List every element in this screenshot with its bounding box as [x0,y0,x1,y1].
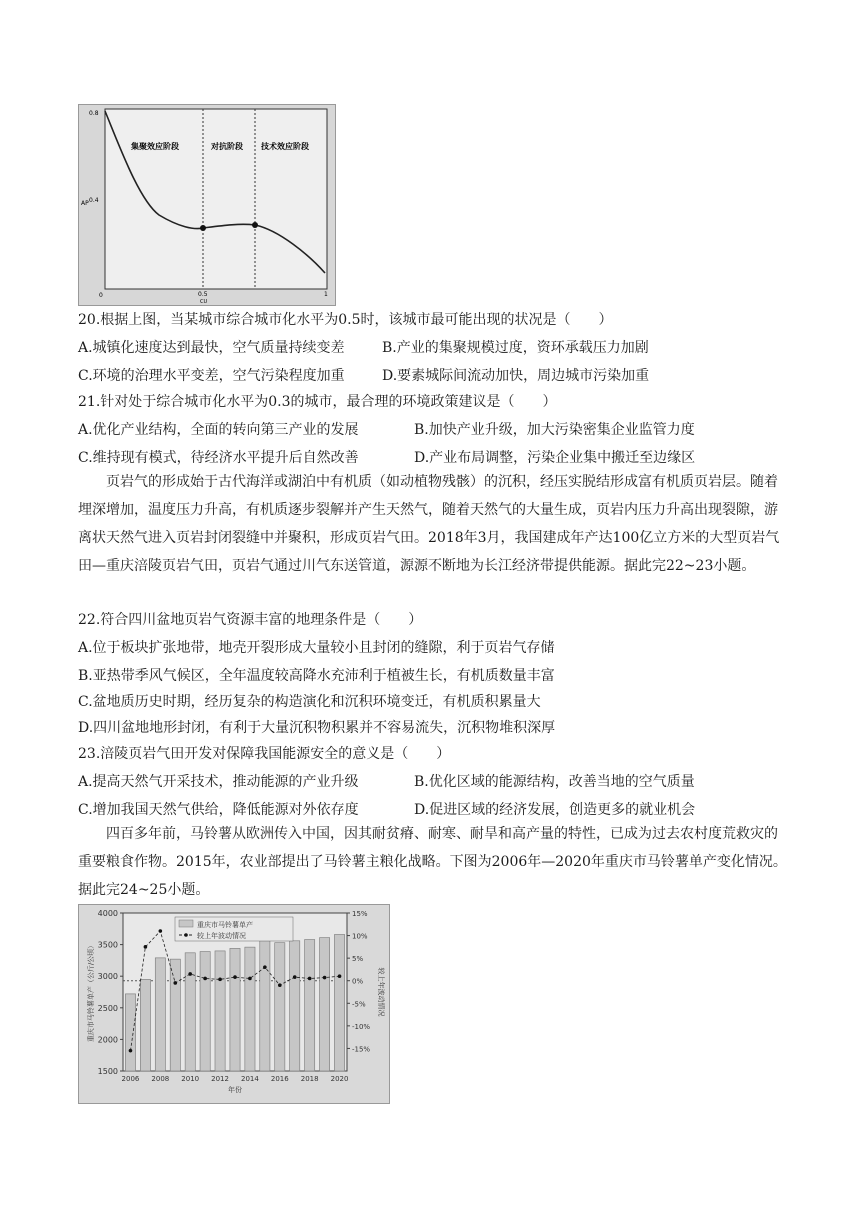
legend-line-label: 较上年波动情况 [197,932,246,940]
yield-bar [155,958,165,1071]
shale-gas-passage: 页岩气的形成始于古代海洋或湖泊中有机质（如动植物残骸）的沉积，经压实脱结形成富有机质页岩层。随着埋深增加，温度压力升高，有机质逐步裂解并产生天然气，随着天然气的大量生成，页岩内压力升高出现裂隙，游离状天然气进入页岩封闭裂缝中并聚积，形成页岩气田。2018年3月，我国建成年产达100亿立方米的大型页岩气田—重庆涪陵页岩气田，页岩气通过川气东送管道，源源不断地为长江经济带提供能源。据此完22~23小题。 [78,474,780,574]
y-tick-label: 1500 [97,1067,118,1076]
x-tick-1: 1 [324,291,328,298]
yield-bar [215,951,225,1071]
fluctuation-point [278,983,282,987]
x-tick-label: 2014 [241,1075,259,1083]
yield-bar [230,948,240,1071]
y-tick-label: 3000 [97,972,118,982]
x-axis-label: CU [200,299,208,305]
potato-yield-figure [78,904,390,1104]
q21-option-a: A.优化产业结构，全面的转向第三产业的发展 [78,422,359,438]
fluctuation-point [159,929,163,933]
x-tick-label: 2012 [211,1075,229,1083]
x-tick-label: 2020 [330,1075,349,1083]
yield-bar [125,994,135,1071]
urbanization-curve-chart [79,105,335,305]
legend-point-swatch [184,933,188,937]
y2-tick-label: -5% [352,1000,366,1009]
potato-passage: 四百多年前，马铃薯从欧洲传入中国，因其耐贫瘠、耐寒、耐旱和高产量的特性，已成为过去农村度荒救灾的重要粮食作物。2015年，农业部提出了马铃薯主粮化战略。下图为2006年—2020年重庆市马铃薯单产变化情况。据此完24~25小题。 [78,826,787,898]
y2-tick-label: -10% [352,1022,371,1031]
fluctuation-point [263,965,267,969]
x-tick-label: 2006 [121,1075,140,1083]
yield-bar [170,959,180,1071]
legend-bar-label: 重庆市马铃薯单产 [197,921,253,929]
y2-tick-label: 15% [352,910,368,918]
q23-stem: 23.涪陵页岩气田开发对保障我国能源安全的意义是（ ） [78,746,451,762]
potato-yield-chart [79,905,389,1103]
yield-bar [185,953,195,1071]
x-tick-05: 0.5 [198,291,208,298]
yield-bar [290,941,300,1071]
q20-option-b: B.产业的集聚规模过度，资环承载压力加剧 [382,340,649,356]
fluctuation-point [203,977,207,981]
y-axis-title: 重庆市马铃薯单产（公斤/公顷） [87,941,95,1043]
urbanization-pollution-figure [78,104,336,306]
q20-option-a: A.城镇化速度达到最快，空气质量持续变差 [78,340,345,356]
yield-bar [260,941,270,1071]
yield-bar [320,938,330,1071]
x-tick-label: 2018 [300,1075,319,1083]
q20-stem: 20.根据上图，当某城市综合城市化水平为0.5时，该城市最可能出现的状况是（ ） [78,312,613,328]
y-tick-label: 3500 [97,940,118,950]
yield-bar [140,979,150,1071]
fluctuation-point [218,978,222,982]
y-tick-label: 4000 [97,909,118,918]
point-07 [252,222,258,228]
point-05 [200,225,206,231]
y-tick-08: 0.8 [89,110,99,117]
yield-bar [200,952,210,1071]
q22-stem: 22.符合四川盆地页岩气资源丰富的地理条件是（ ） [78,612,423,628]
stage-label-confrontation: 对抗阶段 [211,142,243,151]
fluctuation-point [248,977,252,981]
q22-option-a: A.位于板块扩张地带，地壳开裂形成大量较小且封闭的缝隙，利于页岩气存储 [78,640,555,656]
y2-tick-label: 0% [352,977,364,986]
fluctuation-point [338,974,342,978]
q23-option-b: B.优化区域的能源结构，改善当地的空气质量 [414,774,695,790]
fluctuation-point [233,975,237,979]
yield-bar [245,947,255,1071]
y2-tick-label: 5% [352,955,364,964]
q21-option-d: D.产业布局调整，污染企业集中搬迁至边缘区 [414,450,696,466]
y-tick-04: 0.4 [89,197,99,204]
yield-bar [275,943,285,1071]
q20-option-c: C.环境的治理水平变差，空气污染程度加重 [78,368,345,384]
x-axis-title: 年份 [228,1086,242,1094]
q20-option-d: D.要素城际间流动加快，周边城市污染加重 [382,368,650,384]
fluctuation-point [323,976,327,980]
fluctuation-point [293,975,297,979]
q22-option-c: C.盆地质历史时期，经历复杂的构造演化和沉积环境变迁，有机质积累量大 [78,694,541,710]
fluctuation-point [144,945,148,949]
q23-option-a: A.提高天然气开采技术，推动能源的产业升级 [78,774,359,790]
fluctuation-point [308,977,312,981]
x-tick-label: 2008 [151,1075,170,1083]
x-tick-label: 2016 [270,1075,289,1083]
stage-label-agglomeration: 集聚效应阶段 [131,142,179,151]
x-tick-label: 2010 [181,1075,200,1083]
stage-label-technology: 技术效应阶段 [261,142,309,151]
legend-bar-swatch [179,920,193,927]
yield-bar [334,934,344,1071]
fluctuation-point [188,972,192,976]
fluctuation-point [129,1049,133,1053]
y2-tick-label: 10% [352,932,368,941]
y-tick-0: 0 [99,292,103,299]
q22-option-b: B.亚热带季风气候区，全年温度较高降水充沛利于植被生长，有机质数量丰富 [78,668,555,684]
y-axis-label: AP [81,200,89,207]
plot-area [105,109,327,289]
q23-option-d: D.促进区域的经济发展，创造更多的就业机会 [414,802,696,818]
q21-option-c: C.维持现有模式，待经济水平提升后自然改善 [78,450,359,466]
y2-axis-title: 较上年波动情况 [377,967,385,1017]
q21-stem: 21.针对处于综合城市化水平为0.3的城市，最合理的环境政策建议是（ ） [78,394,557,410]
q22-option-d: D.四川盆地地形封闭，有利于大量沉积物积累并不容易流失，沉积物堆积深厚 [78,720,556,736]
q21-option-b: B.加快产业升级，加大污染密集企业监管力度 [414,422,695,438]
y-tick-label: 2000 [97,1035,118,1045]
q23-option-c: C.增加我国天然气供给，降低能源对外依存度 [78,802,359,818]
y2-tick-label: -15% [352,1045,371,1054]
fluctuation-point [173,981,177,985]
y-tick-label: 2500 [97,1003,118,1013]
yield-bar [305,940,315,1071]
